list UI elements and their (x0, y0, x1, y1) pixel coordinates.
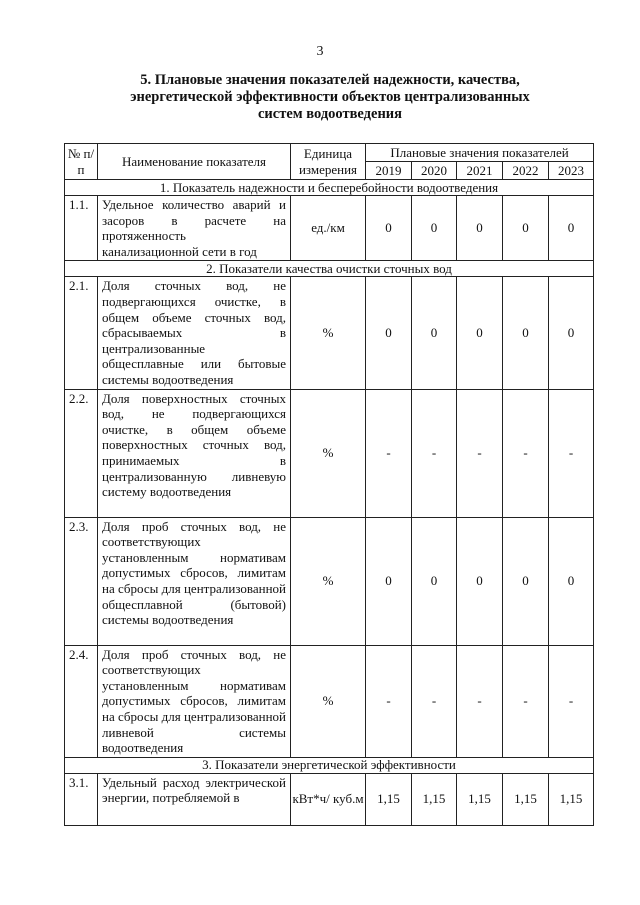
value-cell: - (457, 645, 503, 757)
value-cell: - (366, 645, 412, 757)
value-cell: - (549, 389, 594, 517)
value-cell: 0 (549, 277, 594, 389)
value-cell: - (412, 389, 457, 517)
value-cell: 0 (457, 196, 503, 261)
column-header-year: 2020 (412, 162, 457, 180)
value-cell: 0 (457, 517, 503, 645)
unit-cell: % (291, 517, 366, 645)
value-cell: 1,15 (366, 773, 412, 825)
value-cell: 0 (366, 277, 412, 389)
value-cell: 0 (503, 517, 549, 645)
row-number: 3.1. (65, 773, 98, 825)
section-title: 1. Показатель надежности и бесперебойности водоотведения (65, 180, 594, 196)
column-header-year: 2019 (366, 162, 412, 180)
value-cell: 1,15 (503, 773, 549, 825)
indicator-name: Доля проб сточных вод, не соответствующих установленным нормативам допустимых сбросов, лимитам на сбросы для централизованной общесплавной (бытовой) системы водоотведения (98, 517, 291, 645)
table-row (65, 645, 594, 757)
column-header-number: № п/п (65, 144, 98, 180)
value-cell: 0 (412, 196, 457, 261)
section-title: 2. Показатели качества очистки сточных вод (65, 261, 594, 277)
row-number: 1.1. (65, 196, 98, 261)
document-title (80, 72, 580, 123)
table-row (65, 517, 594, 645)
value-cell: 1,15 (412, 773, 457, 825)
table-row (65, 389, 594, 517)
unit-cell: кВт*ч/ куб.м (291, 773, 366, 825)
value-cell: 0 (549, 196, 594, 261)
column-header-year: 2021 (457, 162, 503, 180)
value-cell: 0 (457, 277, 503, 389)
table-row (65, 773, 594, 825)
section-row (65, 261, 594, 277)
column-header-year: 2023 (549, 162, 594, 180)
value-cell: 0 (549, 517, 594, 645)
indicators-table (64, 143, 594, 826)
value-cell: 0 (366, 517, 412, 645)
unit-cell: % (291, 277, 366, 389)
value-cell: - (549, 645, 594, 757)
row-number: 2.2. (65, 389, 98, 517)
column-header-year: 2022 (503, 162, 549, 180)
header-row (65, 144, 594, 162)
value-cell: 1,15 (457, 773, 503, 825)
value-cell: 0 (503, 277, 549, 389)
section-row (65, 757, 594, 773)
indicator-name: Доля поверхностных сточных вод, не подвергающихся очистке, в общем объеме поверхностных сточных вод, принимаемых в централизованную ливневую систему водоотведения (98, 389, 291, 517)
page-number: 3 (316, 44, 324, 59)
value-cell: - (503, 389, 549, 517)
unit-cell: % (291, 645, 366, 757)
value-cell: - (503, 645, 549, 757)
column-header-planned: Плановые значения показателей (366, 144, 594, 162)
indicator-name: Удельный расход электрической энергии, потребляемой в (98, 773, 291, 825)
value-cell: - (457, 389, 503, 517)
column-header-unit: Единица измерения (291, 144, 366, 180)
value-cell: - (412, 645, 457, 757)
value-cell: 0 (366, 196, 412, 261)
section-row (65, 180, 594, 196)
unit-cell: % (291, 389, 366, 517)
section-title: 3. Показатели энергетической эффективности (65, 757, 594, 773)
row-number: 2.3. (65, 517, 98, 645)
value-cell: 1,15 (549, 773, 594, 825)
row-number: 2.4. (65, 645, 98, 757)
table-row (65, 196, 594, 261)
value-cell: - (366, 389, 412, 517)
value-cell: 0 (503, 196, 549, 261)
unit-cell: ед./км (291, 196, 366, 261)
title-line: энергетической эффективности объектов централизованных (130, 89, 530, 105)
value-cell: 0 (412, 277, 457, 389)
indicator-name: Доля проб сточных вод, не соответствующих установленным нормативам допустимых сбросов, лимитам на сбросы для централизованной ливневой системы водоотведения (98, 645, 291, 757)
indicator-name: Доля сточных вод, не подвергающихся очистке, в общем объеме сточных вод, сбрасываемых в централизованные общесплавные или бытовые системы водоотведения (98, 277, 291, 389)
column-header-name: Наименование показателя (98, 144, 291, 180)
title-line: 5. Плановые значения показателей надежности, качества, (140, 72, 520, 88)
row-number: 2.1. (65, 277, 98, 389)
title-line: систем водоотведения (257, 106, 403, 122)
indicator-name: Удельное количество аварий и засоров в расчете на протяженность канализационной сети в год (98, 196, 291, 261)
value-cell: 0 (412, 517, 457, 645)
table-row (65, 277, 594, 389)
